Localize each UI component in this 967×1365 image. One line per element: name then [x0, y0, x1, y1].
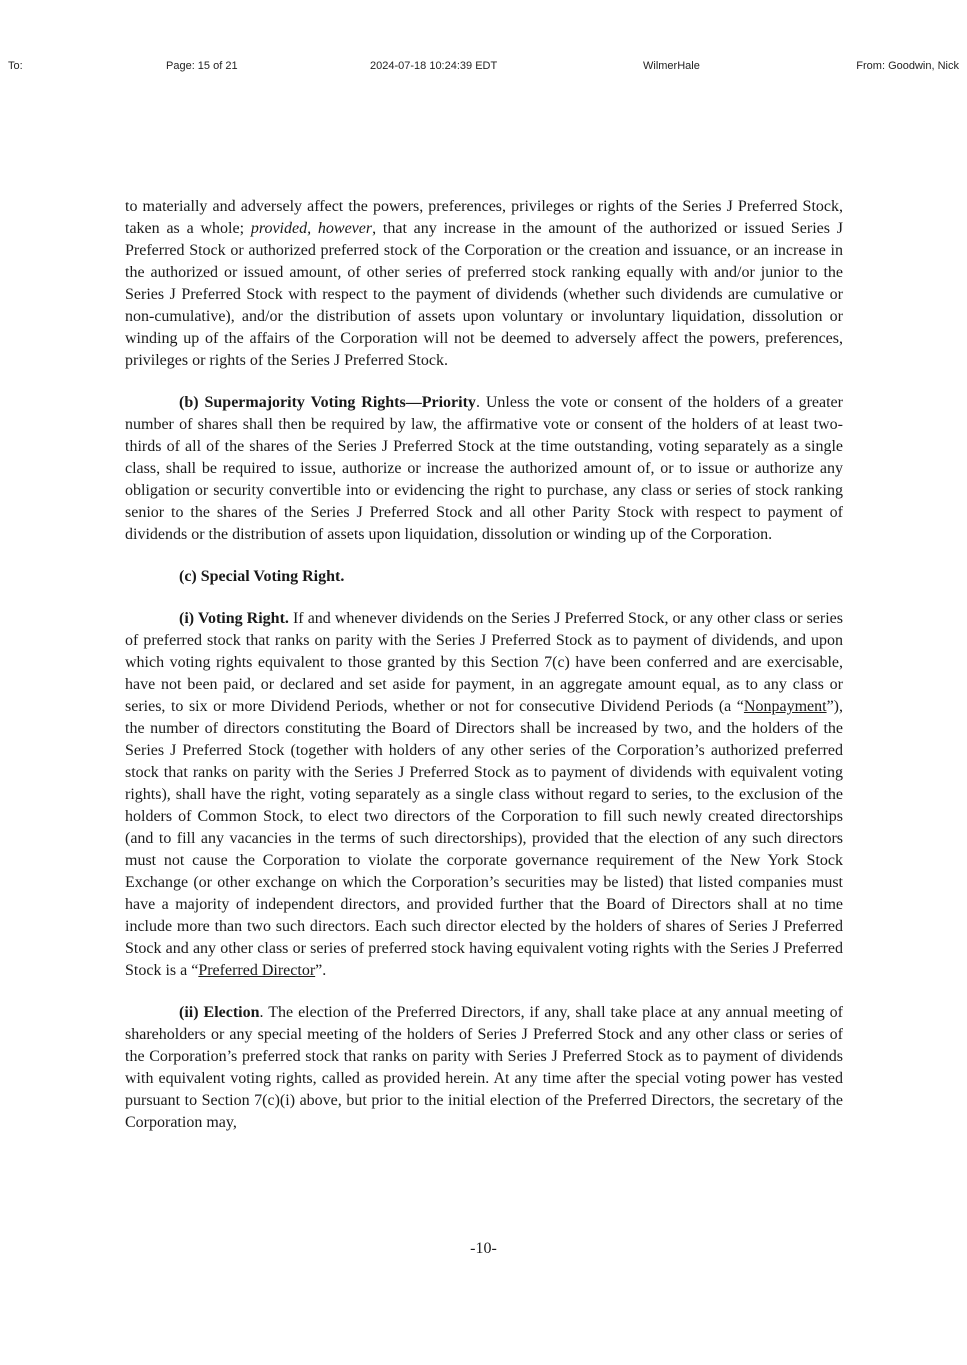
- defined-term: Nonpayment: [743, 698, 827, 715]
- paragraph-text: . The election of the Preferred Directors, if any, shall take place at any annual meeting of shareholders or any special meeting of the holders of Series J Preferred Stock and any other class or series of the Corporation’s preferred stock that ranks on parity with Series J Preferred Stock as to payment of dividends with equivalent voting rights, called as provided herein. At any time after the special voting power has vested pursuant to Section 7(c)(i) above, but prior to the initial election of the Preferred Directors, the secretary of the Corporation may,: [125, 1004, 844, 1131]
- defined-term: Preferred Director: [198, 962, 316, 979]
- section-heading: (i) Voting Right.: [179, 610, 289, 627]
- section-heading: (c) Special Voting Right.: [179, 568, 345, 585]
- paragraph-text: ”.: [315, 962, 327, 979]
- paragraph-text: ”), the number of directors constituting the Board of Directors shall be increased by two, and the holders of the Series J Preferred Stock (together with holders of any other series of the Corporation’s authorized preferred stock that ranks on parity with the Series J Preferred Stock as to payment of dividends with equivalent voting rights), shall have the right, voting separately as a single class without regard to series, to the exclusion of the holders of Common Stock, to elect two directors of the Corporation to fill such newly created directorships (and to fill any vacancies in the terms of such directorships), provided that the election of any such directors must not cause the Corporation to violate the corporate governance requirement of the New York Stock Exchange (or other exchange on which the Corporation’s securities may be listed) that listed companies must have a majority of independent directors, and provided further that the Board of Directors shall at no time include more than two such directors. Each such director elected by the holders of shares of Series J Preferred Stock and any other class or series of preferred stock having equivalent voting rights with the Series J Preferred Stock is a “: [125, 698, 843, 979]
- italic-phrase: provided, however: [250, 220, 373, 237]
- paragraph-continuation: [125, 196, 843, 372]
- fax-to: To:: [8, 60, 23, 72]
- paragraph-text: If and whenever dividends on the Series J Preferred Stock, or any other class or series of preferred stock that ranks on parity with the Series J Preferred Stock as to payment of dividends, and upon which voting rights equivalent to those granted by this Section 7(c) have been conferred and are exercisable, have not been paid, or declared and set aside for payment, in an aggregate amount equal, as to any class or series, to six or more Dividend Periods, whether or not for consecutive Dividend Periods (a “: [125, 610, 844, 715]
- fax-timestamp: 2024-07-18 10:24:39 EDT: [370, 60, 498, 72]
- paragraph-text: , that any increase in the amount of the authorized or issued Series J Preferred Stock or authorized preferred stock of the Corporation or the creation and issuance, or an increase in the authorized or issued amount, of other series of preferred stock ranking equally with and/or junior to the Series J Preferred Stock with respect to the payment of dividends (whether such dividends are cumulative or non-cumulative), and/or the distribution of assets upon voluntary or involuntary liquidation, dissolution or winding up of the affairs of the Corporation will not be deemed to adversely affect the powers, preferences, privileges or rights of the Series J Preferred Stock.: [125, 220, 843, 369]
- document-body: [125, 196, 843, 1154]
- fax-firm: WilmerHale: [643, 60, 700, 72]
- fax-page-count: Page: 15 of 21: [166, 60, 238, 72]
- paragraph-voting-right: [125, 608, 843, 982]
- fax-from: From: Goodwin, Nick: [856, 60, 959, 72]
- paragraph-supermajority: [125, 392, 843, 546]
- section-heading: (b) Supermajority Voting Rights—Priority: [179, 394, 476, 411]
- paragraph-special-voting: [125, 566, 843, 588]
- paragraph-text: . Unless the vote or consent of the holders of a greater number of shares shall then be required by law, the affirmative vote or consent of the holders of at least two-thirds of all of the shares of the Series J Preferred Stock at the time outstanding, voting separately as a single class, shall be required to issue, authorize or increase the authorized amount of, or to issue or authorize any obligation or security convertible into or evidencing the right to purchase, any class or series of stock ranking senior to the shares of the Series J Preferred Stock and all other Parity Stock with respect to payment of dividends or the distribution of assets upon liquidation, dissolution or winding up of the Corporation.: [125, 394, 843, 543]
- fax-header: [0, 60, 967, 76]
- page-number: -10-: [470, 1240, 497, 1257]
- paragraph-election: [125, 1002, 843, 1134]
- section-heading: (ii) Election: [179, 1004, 260, 1021]
- paragraph-text: to materially and adversely affect the powers, preferences, privileges or rights of the Series J Preferred Stock, taken as a whole;: [125, 198, 843, 237]
